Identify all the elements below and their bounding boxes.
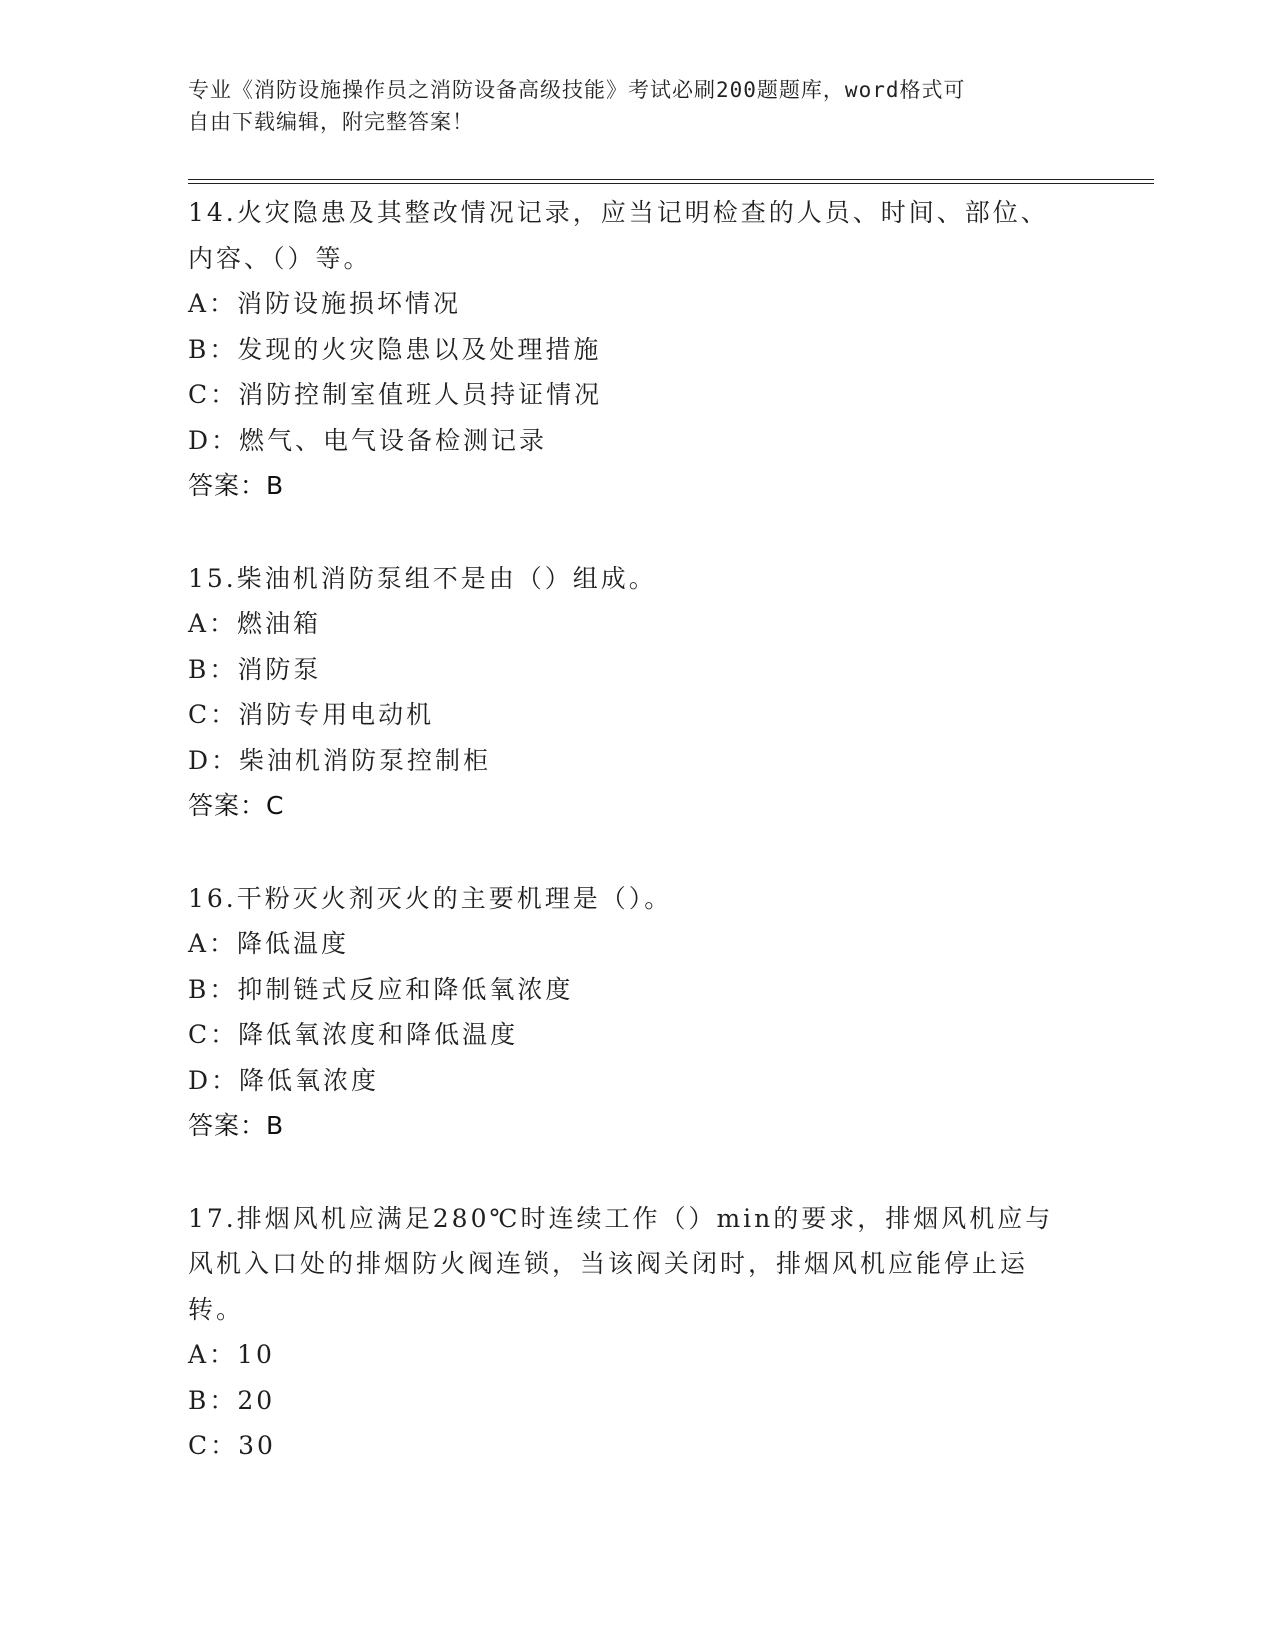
question-stem-line: 风机入口处的排烟防火阀连锁，当该阀关闭时，排烟风机应能停止运 (188, 1249, 1029, 1278)
question-stem-line: 14.火灾隐患及其整改情况记录，应当记明检查的人员、时间、部位、 (188, 198, 1049, 227)
header-line-1: 专业《消防设施操作员之消防设备高级技能》考试必刷200题题库，word格式可 (188, 78, 966, 102)
question-15 (188, 556, 1078, 829)
option-b: B：发现的火灾隐患以及处理措施 (188, 334, 602, 364)
option-d: D：燃气、电气设备检测记录 (188, 425, 548, 455)
option-d: D：降低氧浓度 (188, 1065, 380, 1095)
question-stem-line: 内容、（）等。 (188, 243, 372, 273)
header-line-2: 自由下载编辑，附完整答案！ (188, 110, 474, 134)
option-c: C：消防专用电动机 (188, 700, 435, 729)
option-a: A：消防设施损坏情况 (188, 289, 462, 318)
question-14 (188, 190, 1078, 509)
option-b: B：消防泵 (188, 654, 322, 684)
header-divider-bottom (188, 183, 1154, 184)
question-list (188, 190, 1078, 1469)
question-16 (188, 876, 1078, 1149)
option-c: C：消防控制室值班人员持证情况 (188, 380, 603, 409)
question-stem-line: 15.柴油机消防泵组不是由（）组成。 (188, 563, 657, 593)
question-stem-line: 17.排烟风机应满足280℃时连续工作（）min的要求，排烟风机应与 (188, 1203, 1054, 1233)
option-b: B：抑制链式反应和降低氧浓度 (188, 974, 574, 1004)
answer-label: 答案：B (188, 471, 285, 500)
option-a: A：燃油箱 (188, 609, 322, 638)
option-b: B：20 (188, 1385, 276, 1415)
option-a: A：降低温度 (188, 929, 350, 958)
document-header (188, 74, 1068, 138)
answer-label: 答案：B (188, 1111, 285, 1140)
question-stem-line: 16.干粉灭火剂灭火的主要机理是（）。 (188, 883, 673, 913)
header-divider-top (188, 179, 1154, 180)
option-c: C：降低氧浓度和降低温度 (188, 1020, 519, 1049)
option-d: D：柴油机消防泵控制柜 (188, 745, 492, 775)
question-stem-line: 转。 (188, 1294, 245, 1324)
answer-label: 答案：C (188, 791, 285, 820)
option-a: A：10 (188, 1340, 275, 1369)
option-c: C：30 (188, 1431, 276, 1460)
question-17 (188, 1196, 1078, 1469)
